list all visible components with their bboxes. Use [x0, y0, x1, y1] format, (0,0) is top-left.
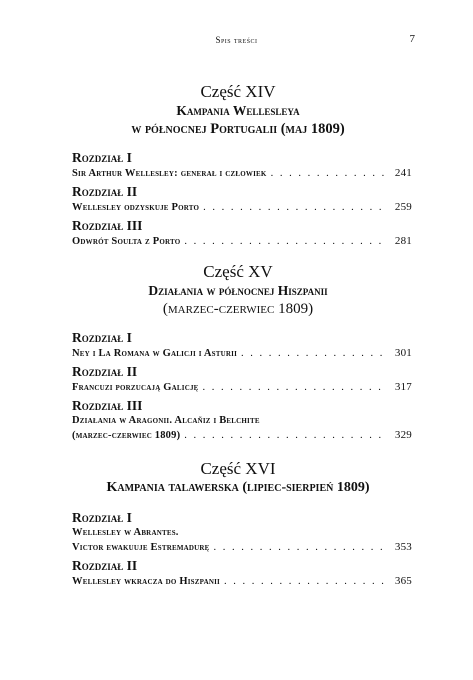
entry-page: 365 [394, 575, 412, 587]
part-subtitle: w północnej Portugalii (maj 1809) [131, 121, 345, 137]
toc-entry[interactable] [72, 166, 412, 181]
part-subtitle: (marzec-czerwiec 1809) [162, 301, 314, 317]
chapter-label: Rozdział II [72, 364, 138, 379]
toc-entry[interactable] [72, 540, 412, 555]
leader-dots [203, 201, 386, 215]
entry-page: 317 [394, 381, 412, 393]
page-number: 7 [409, 33, 415, 45]
entry-title: Wellesley odzyskuje Porto [72, 202, 200, 213]
toc-entry[interactable] [72, 428, 412, 443]
toc-section [72, 510, 412, 589]
entry-page: 353 [394, 541, 412, 553]
leader-dots [203, 381, 386, 395]
entry-page: 329 [394, 429, 412, 441]
entry-page: 259 [394, 201, 412, 213]
chapter-label: Rozdział I [72, 510, 132, 525]
entry-title: Ney i La Romana w Galicji i Asturii [72, 348, 238, 359]
chapter-label: Rozdział I [72, 330, 132, 345]
toc-entry[interactable] [72, 346, 412, 361]
leader-dots [241, 347, 386, 361]
entry-page: 241 [394, 167, 412, 179]
part-heading [60, 459, 416, 497]
toc-entry[interactable] [72, 200, 412, 215]
toc-section [72, 150, 412, 249]
entry-title: Francuzi porzucają Galicję [72, 382, 199, 393]
leader-dots [224, 575, 386, 589]
part-title: Część XVI [200, 459, 276, 478]
leader-dots [214, 541, 386, 555]
entry-title: Victor ewakuuje Estremadurę [72, 542, 210, 553]
leader-dots [184, 429, 386, 443]
chapter-label: Rozdział II [72, 558, 138, 573]
part-heading [60, 82, 416, 138]
entry-title: Sir Arthur Wellesley: generał i człowiek [72, 168, 267, 179]
part-subtitle: Działania w północnej Hiszpanii [148, 283, 328, 298]
chapter-label: Rozdział III [72, 398, 143, 413]
running-head: Spis treści [215, 35, 258, 45]
entry-title: (marzec-czerwiec 1809) [72, 430, 181, 441]
entry-title-line: Wellesley w Abrantes. [72, 527, 179, 538]
part-subtitle: Kampania talawerska (lipiec-sierpień 1809) [106, 480, 370, 495]
chapter-label: Rozdział I [72, 150, 132, 165]
part-heading [60, 262, 416, 318]
part-title: Część XIV [200, 82, 276, 101]
toc-section [72, 330, 412, 443]
toc-entry[interactable] [72, 234, 412, 249]
chapter-label: Rozdział II [72, 184, 138, 199]
leader-dots [184, 235, 386, 249]
part-subtitle: Kampania Wellesleya [176, 103, 300, 118]
entry-page: 301 [394, 347, 412, 359]
part-title: Część XV [203, 262, 273, 281]
toc-entry[interactable] [72, 380, 412, 395]
entry-title: Wellesley wkracza do Hiszpanii [72, 576, 220, 587]
entry-title-line: Działania w Aragonii. Alcañiz i Belchite [72, 415, 260, 426]
entry-page: 281 [394, 235, 412, 247]
chapter-label: Rozdział III [72, 218, 143, 233]
leader-dots [271, 167, 386, 181]
toc-entry[interactable] [72, 574, 412, 589]
entry-title: Odwrót Soulta z Porto [72, 236, 181, 247]
